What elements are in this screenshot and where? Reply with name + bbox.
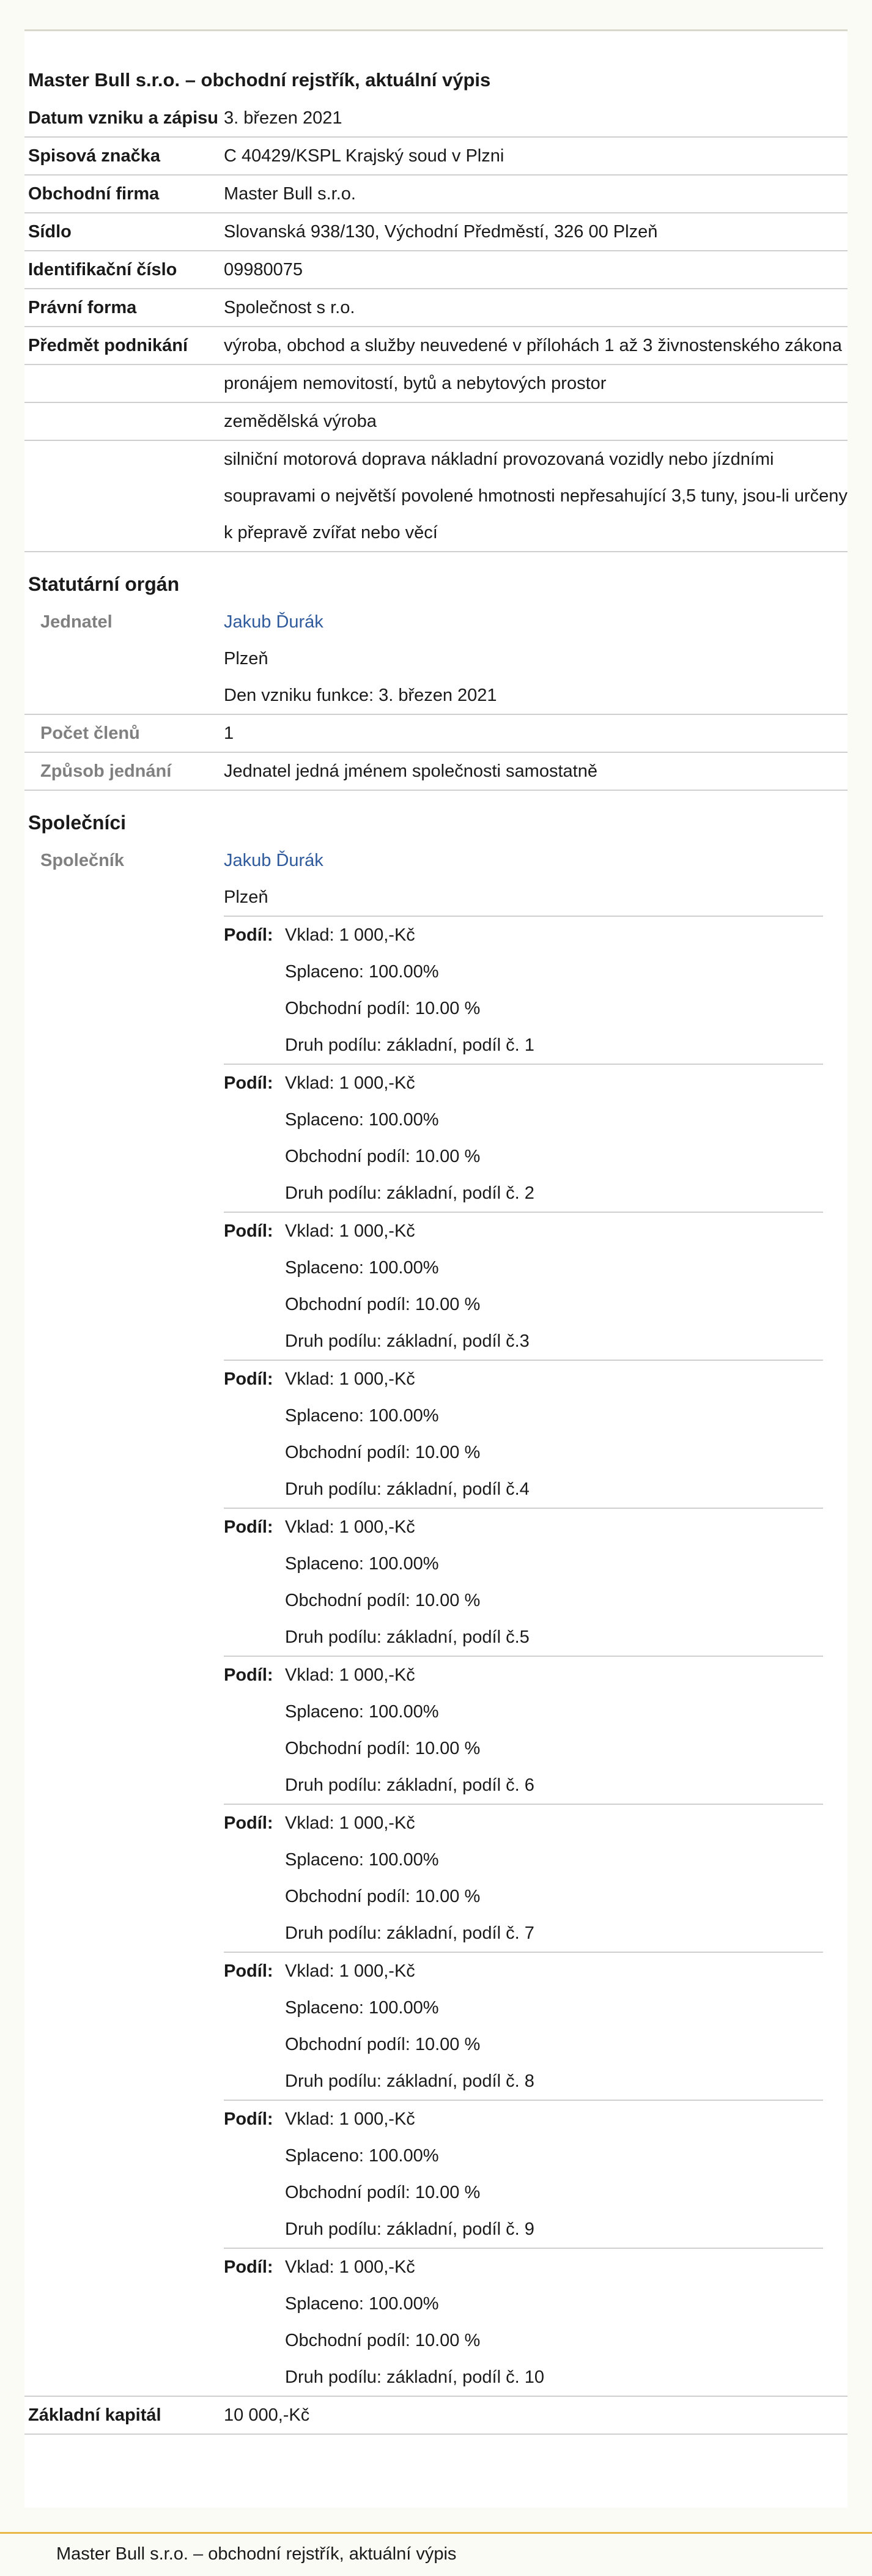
share-block [224,1508,823,1656]
info-row-file-number [24,138,848,176]
business-item: výroba, obchod a služby neuvedené v přílohách 1 až 3 živnostenského zákona [224,336,842,355]
share-paid: Splaceno: 100.00% [285,962,439,982]
share-block [224,1952,823,2100]
partner-city: Plzeň [224,887,268,907]
share-type: Druh podílu: základní, podíl č. 10 [285,2367,544,2387]
row-value: Slovanská 938/130, Východní Předměstí, 326 00 Plzeň [224,222,658,242]
shareholder [224,842,823,2396]
share-deposit: Vklad: 1 000,-Kč [285,1813,415,1833]
share-paid: Splaceno: 100.00% [285,1850,439,1870]
row-value: 3. březen 2021 [224,108,342,128]
capital-value: 10 000,-Kč [224,2405,310,2425]
share-type: Druh podílu: základní, podíl č. 6 [285,1775,534,1795]
director-since: Den vzniku funkce: 3. březen 2021 [224,686,497,705]
share-deposit: Vklad: 1 000,-Kč [285,925,415,945]
partner-name-link[interactable]: Jakub Ďurák [224,851,323,870]
members-label: Počet členů [40,724,140,743]
business-row-4 [24,441,848,552]
business-row-3 [24,403,848,441]
share-ratio: Obchodní podíl: 10.00 % [285,1295,481,1314]
share-label: Podíl: [224,1813,273,1833]
share-block [224,2100,823,2248]
share-paid: Splaceno: 100.00% [285,1258,439,1278]
share-deposit: Vklad: 1 000,-Kč [285,1221,415,1241]
business-row-1 [24,327,848,365]
share-label: Podíl: [224,1517,273,1537]
partner-row [24,842,848,2397]
share-label: Podíl: [224,1665,273,1685]
share-ratio: Obchodní podíl: 10.00 % [285,1443,481,1462]
director-row [24,604,848,715]
capital-label: Základní kapitál [28,2405,161,2425]
share-label: Podíl: [224,2257,273,2277]
director-city: Plzeň [224,649,268,668]
share-ratio: Obchodní podíl: 10.00 % [285,1739,481,1758]
share-type: Druh podílu: základní, podíl č. 8 [285,2071,534,2091]
row-label: Datum vzniku a zápisu [28,108,219,128]
row-label: Obchodní firma [28,184,160,204]
share-paid: Splaceno: 100.00% [285,1110,439,1130]
share-block [224,1360,823,1508]
row-label: Předmět podnikání [28,336,188,355]
members-value: 1 [224,724,234,743]
share-block [224,1064,823,1212]
share-block [224,2248,823,2396]
register-extract-card [24,29,848,2508]
share-block [224,1656,823,1804]
page-title: Master Bull s.r.o. – obchodní rejstřík, aktuální výpis [28,69,491,91]
business-row-2 [24,365,848,403]
info-row-founded [24,100,848,138]
info-row-legal-form [24,289,848,327]
share-type: Druh podílu: základní, podíl č.5 [285,1627,530,1647]
share-paid: Splaceno: 100.00% [285,1702,439,1722]
share-type: Druh podílu: základní, podíl č.3 [285,1331,530,1351]
share-block [224,1804,823,1952]
share-ratio: Obchodní podíl: 10.00 % [285,2183,481,2202]
share-ratio: Obchodní podíl: 10.00 % [285,1147,481,1166]
business-item: silniční motorová doprava nákladní provozovaná vozidly nebo jízdními soupravami o největší povolené hmotnosti nepřesahující 3,5 tuny, jsou-li určeny k přepravě zvířat nebo věcí [224,450,848,542]
director-label: Jednatel [40,612,113,632]
director-name-link[interactable]: Jakub Ďurák [224,612,323,632]
capital-row [24,2397,848,2435]
share-block [224,916,823,1064]
row-value: Master Bull s.r.o. [224,184,356,204]
share-deposit: Vklad: 1 000,-Kč [285,1517,415,1537]
share-label: Podíl: [224,925,273,945]
info-row-id-number [24,251,848,289]
share-deposit: Vklad: 1 000,-Kč [285,2257,415,2277]
acting-value: Jednatel jedná jménem společnosti samostatně [224,761,597,781]
share-paid: Splaceno: 100.00% [285,2146,439,2166]
info-row-seat [24,213,848,251]
share-ratio: Obchodní podíl: 10.00 % [285,999,481,1018]
share-label: Podíl: [224,1369,273,1389]
acting-row [24,753,848,791]
share-label: Podíl: [224,2109,273,2129]
row-label: Spisová značka [28,146,160,166]
share-deposit: Vklad: 1 000,-Kč [285,1961,415,1981]
share-paid: Splaceno: 100.00% [285,1406,439,1426]
share-type: Druh podílu: základní, podíl č. 7 [285,1923,534,1943]
business-item: zemědělská výroba [224,412,377,431]
partner-label: Společník [40,851,124,870]
row-label: Sídlo [28,222,72,242]
share-deposit: Vklad: 1 000,-Kč [285,1369,415,1389]
share-deposit: Vklad: 1 000,-Kč [285,1665,415,1685]
share-ratio: Obchodní podíl: 10.00 % [285,2035,481,2054]
row-value: Společnost s r.o. [224,298,355,317]
members-row [24,715,848,753]
row-value: 09980075 [224,260,303,279]
share-ratio: Obchodní podíl: 10.00 % [285,1887,481,1906]
share-label: Podíl: [224,1073,273,1093]
row-value: C 40429/KSPL Krajský soud v Plzni [224,146,504,166]
share-paid: Splaceno: 100.00% [285,2294,439,2314]
share-label: Podíl: [224,1961,273,1981]
share-ratio: Obchodní podíl: 10.00 % [285,1591,481,1610]
share-type: Druh podílu: základní, podíl č. 9 [285,2219,534,2239]
acting-label: Způsob jednání [40,761,172,781]
partners-heading: Společníci [28,812,127,834]
row-label: Právní forma [28,298,137,317]
info-row-business-name [24,176,848,213]
share-type: Druh podílu: základní, podíl č.4 [285,1479,530,1499]
share-paid: Splaceno: 100.00% [285,1998,439,2018]
statutory-heading: Statutární orgán [28,573,180,595]
share-deposit: Vklad: 1 000,-Kč [285,2109,415,2129]
business-item: pronájem nemovitostí, bytů a nebytových prostor [224,374,607,393]
share-type: Druh podílu: základní, podíl č. 2 [285,1183,534,1203]
footer-title: Master Bull s.r.o. – obchodní rejstřík, aktuální výpis [0,2532,872,2576]
share-ratio: Obchodní podíl: 10.00 % [285,2331,481,2350]
row-label: Identifikační číslo [28,260,177,279]
share-type: Druh podílu: základní, podíl č. 1 [285,1035,534,1055]
share-block [224,1212,823,1360]
share-paid: Splaceno: 100.00% [285,1554,439,1574]
share-label: Podíl: [224,1221,273,1241]
share-deposit: Vklad: 1 000,-Kč [285,1073,415,1093]
